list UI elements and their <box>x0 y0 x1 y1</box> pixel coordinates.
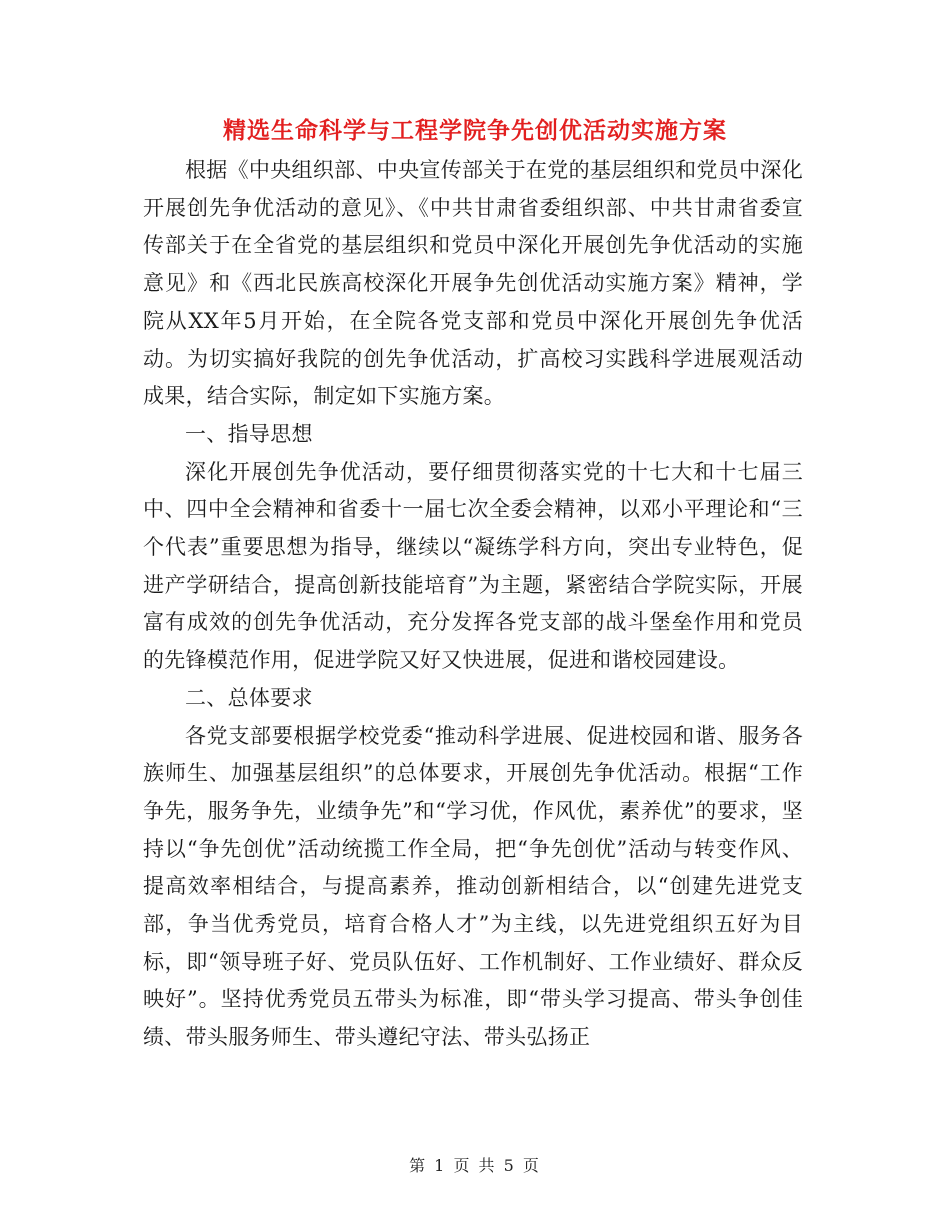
intro-paragraph: 根据《中央组织部、中央宣传部关于在党的基层组织和党员中深化开展创先争优活动的意见》、《中共甘肃省委组织部、中共甘肃省委宣传部关于在全省党的基层组织和党员中深化开展创先争优活动的实施意见》和《西北民族高校深化开展争先创优活动实施方案》精神，学院从XX年5月开始，在全院各党支部和党员中深化开展创先争优活动。为切实搞好我院的创先争优活动，扩高校习实践科学进展观活动成果，结合实际，制定如下实施方案。 <box>143 158 803 409</box>
guiding-thought-paragraph: 深化开展创先争优活动，要仔细贯彻落实党的十七大和十七届三中、四中全会精神和省委十一届七次全委会精神，以邓小平理论和“三个代表”重要思想为指导，继续以“凝练学科方向，突出专业特色，促进产学研结合，提高创新技能培育”为主题，紧密结合学院实际，开展富有成效的创先争优活动，充分发挥各党支部的战斗堡垒作用和党员的先锋模范作用，促进学院又好又快进展，促进和谐校园建设。 <box>143 459 803 673</box>
page-number-footer: 第 1 页 共 5 页 <box>409 1156 541 1175</box>
document-title: 精选生命科学与工程学院争先创优活动实施方案 <box>223 118 727 144</box>
section-heading-guiding-thought: 一、指导思想 <box>185 421 313 446</box>
overall-requirements-paragraph: 各党支部要根据学校党委“推动科学进展、促进校园和谐、服务各族师生、加强基层组织”的总体要求，开展创先争优活动。根据“工作争先，服务争先，业绩争先”和“学习优，作风优，素养优”的要求，坚持以“争先创优”活动统揽工作全局，把“争先创优”活动与转变作风、提高效率相结合，与提高素养，推动创新相结合，以“创建先进党支部，争当优秀党员，培育合格人才”为主线，以先进党组织五好为目标，即“领导班子好、党员队伍好、工作机制好、工作业绩好、群众反映好”。坚持优秀党员五带头为标准，即“带头学习提高、带头争创佳绩、带头服务师生、带头遵纪守法、带头弘扬正 <box>143 723 803 1050</box>
section-heading-overall-requirements: 二、总体要求 <box>185 685 313 710</box>
document-body <box>143 152 803 1057</box>
